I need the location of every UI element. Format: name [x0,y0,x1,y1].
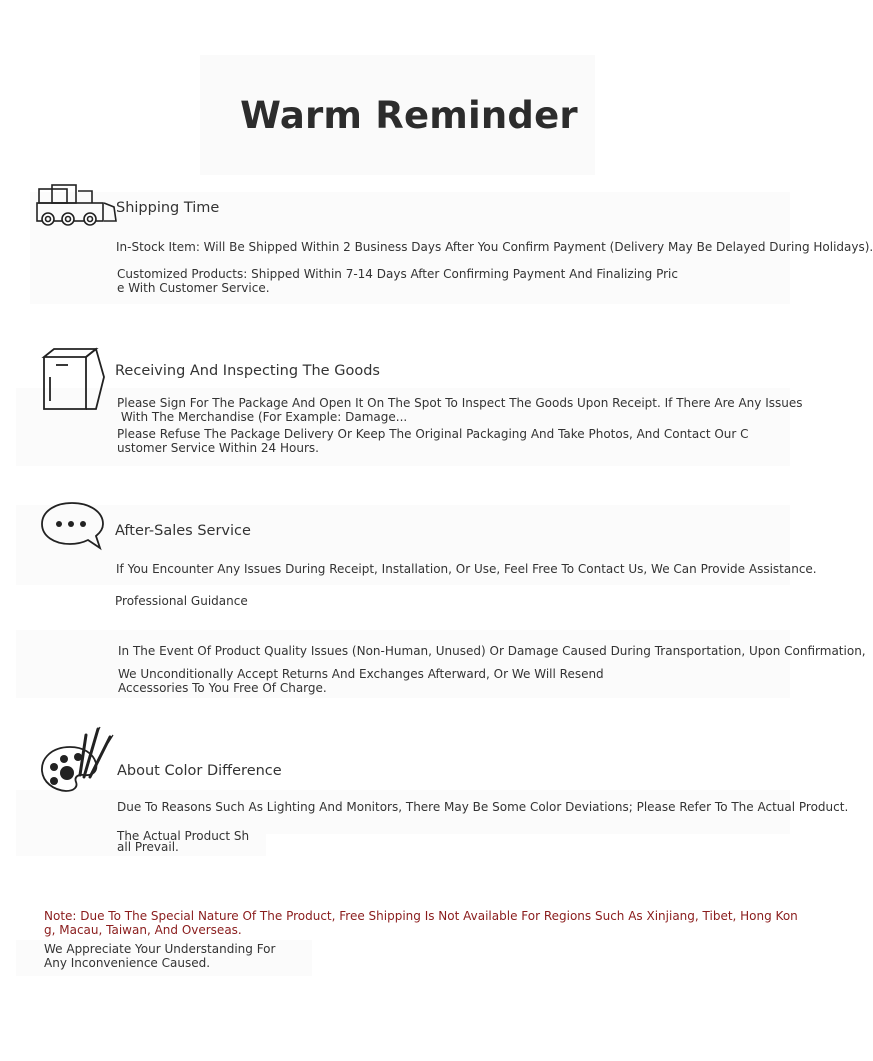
shipping-line-1: In-Stock Item: Will Be Shipped Within 2 Business Days After You Confirm Payment (Delivery May Be Delayed During Holidays). [116,240,873,254]
receiving-line-3: Please Refuse The Package Delivery Or Keep The Original Packaging And Take Photos, And Contact Our C [117,427,749,441]
after-sales-line-1: If You Encounter Any Issues During Receipt, Installation, Or Use, Feel Free To Contact Us, We Can Provide Assistance. [116,562,817,576]
paint-palette-icon [40,725,116,795]
section-heading-shipping: Shipping Time [116,200,220,216]
receiving-line-1: Please Sign For The Package And Open It On The Spot To Inspect The Goods Upon Receipt. If There Are Any Issues [117,396,803,410]
page-title: Warm Reminder [240,94,578,137]
note-line-2: g, Macau, Taiwan, And Overseas. [44,923,242,937]
color-line-1: Due To Reasons Such As Lighting And Monitors, There May Be Some Color Deviations; Please Refer To The Actual Product. [117,800,849,814]
color-line-3: all Prevail. [117,840,179,854]
chat-bubble-icon [40,500,106,552]
section-heading-after-sales: After-Sales Service [115,523,251,539]
receiving-line-4: ustomer Service Within 24 Hours. [117,441,319,455]
after-sales-line-3: In The Event Of Product Quality Issues (Non-Human, Unused) Or Damage Caused During Transportation, Upon Confirmation, [118,644,866,658]
after-sales-line-4: We Unconditionally Accept Returns And Exchanges Afterward, Or We Will Resend [118,667,604,681]
section-heading-receiving: Receiving And Inspecting The Goods [115,363,380,379]
closing-line-2: Any Inconvenience Caused. [44,956,211,970]
delivery-truck-icon [34,183,124,229]
after-sales-line-5: Accessories To You Free Of Charge. [118,681,327,695]
note-line-1: Note: Due To The Special Nature Of The Product, Free Shipping Is Not Available For Regions Such As Xinjiang, Tibet, Hong Kon [44,909,798,923]
color-line-2: The Actual Product Sh [117,829,250,843]
receiving-line-2: With The Merchandise (For Example: Damage... [117,410,408,424]
package-box-icon [40,347,108,413]
section-heading-color: About Color Difference [117,763,282,779]
shipping-line-2: Customized Products: Shipped Within 7-14 Days After Confirming Payment And Finalizing Pric [117,267,678,281]
closing-line-1: We Appreciate Your Understanding For [44,942,276,956]
shipping-line-3: e With Customer Service. [117,281,270,295]
after-sales-line-2: Professional Guidance [115,594,248,608]
